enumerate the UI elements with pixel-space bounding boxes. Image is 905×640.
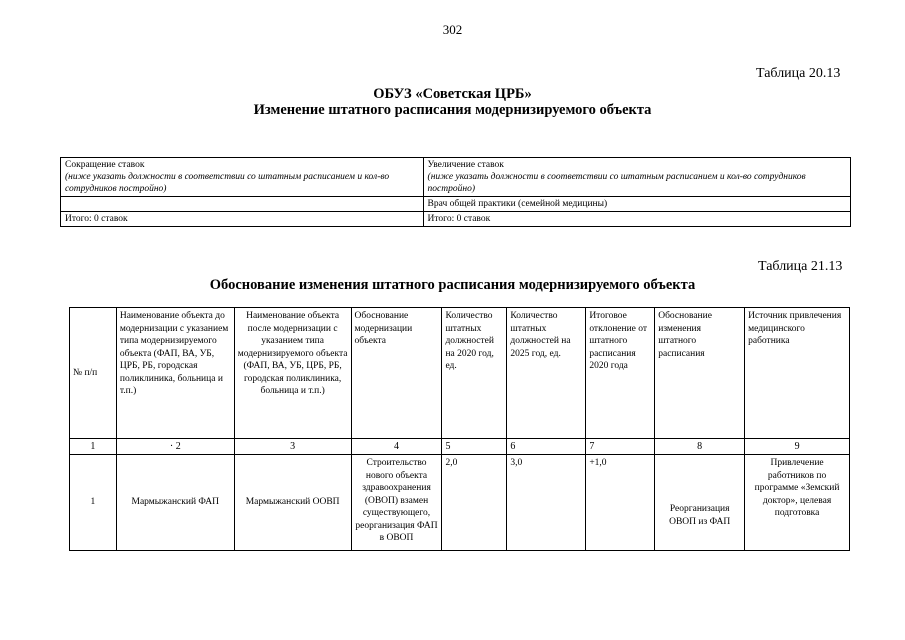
org-title: ОБУЗ «Советская ЦРБ» [373,86,532,102]
col-number-2: · 2 [116,439,234,455]
header-staff-2020: Количество штатных должностей на 2020 год, ед. [442,308,507,439]
row-deviation: +1,0 [586,455,655,551]
col-number-5: 5 [442,439,507,455]
col-number-7: 7 [586,439,655,455]
reduction-header: Сокращение ставок [65,160,145,170]
col-number-1: 1 [70,439,117,455]
row-object-before: Мармыжанский ФАП [116,455,234,551]
increase-total: Итого: 0 ставок [423,212,850,227]
header-justification: Обоснование модернизации объекта [351,308,442,439]
header-num: № п/п [70,308,117,439]
header-object-before: Наименование объекта до модернизации с указанием типа модернизируемого объекта (ФАП, ВА, УБ, ЦРБ, РБ, городская поликлиника, больница и т.п.) [116,308,234,439]
row-num: 1 [70,455,117,551]
row-justification: Строительство нового объекта здравоохранения (ОВОП) взамен существующего, реорганизация ФАП в ОВОП [351,455,442,551]
col-number-4: 4 [351,439,442,455]
col-number-9: 9 [745,439,850,455]
table1-title: Изменение штатного расписания модернизируемого объекта [253,102,652,118]
row-change-reason: Реорганизация ОВОП из ФАП [655,455,745,551]
reduction-note: (ниже указать должности в соответствии со штатным расписанием и кол-во сотрудников постройно) [65,172,390,194]
table2-number-label: Таблица 21.13 [758,259,843,274]
header-staff-2025: Количество штатных должностей на 2025 год, ед. [507,308,586,439]
row-staff-2025: 3,0 [507,455,586,551]
table-row [70,455,850,551]
increase-header-cell [423,158,850,197]
col-number-6: 6 [507,439,586,455]
justification-table [69,307,850,551]
increase-header: Увеличение ставок [427,160,504,170]
header-change-reason: Обоснование изменения штатного расписания [655,308,745,439]
header-source: Источник привлечения медицинского работника [745,308,850,439]
increase-note: (ниже указать должности в соответствии со штатным расписанием и кол-во сотрудников постройно) [427,172,806,194]
reduction-total: Итого: 0 ставок [61,212,424,227]
reduction-header-cell [61,158,424,197]
col-number-8: 8 [655,439,745,455]
header-object-after: Наименование объекта после модернизации с указанием типа модернизируемого объекта (ФАП, ВА, УБ, ЦРБ, РБ, городская поликлиника, больница и т.п.) [234,308,351,439]
col-number-3: 3 [234,439,351,455]
row-object-after: Мармыжанский ООВП [234,455,351,551]
header-deviation: Итоговое отклонение от штатного расписания 2020 года [586,308,655,439]
row-source: Привлечение работников по программе «Земский доктор», целевая подготовка [745,455,850,551]
staff-change-table [60,157,851,227]
row-staff-2020: 2,0 [442,455,507,551]
table1-number-label: Таблица 20.13 [756,66,841,81]
table2-title: Обоснование изменения штатного расписания модернизируемого объекта [209,277,696,293]
increase-position-cell: Врач общей практики (семейной медицины) [423,197,850,212]
reduction-position-cell [61,197,424,212]
page-number: 302 [442,22,463,37]
